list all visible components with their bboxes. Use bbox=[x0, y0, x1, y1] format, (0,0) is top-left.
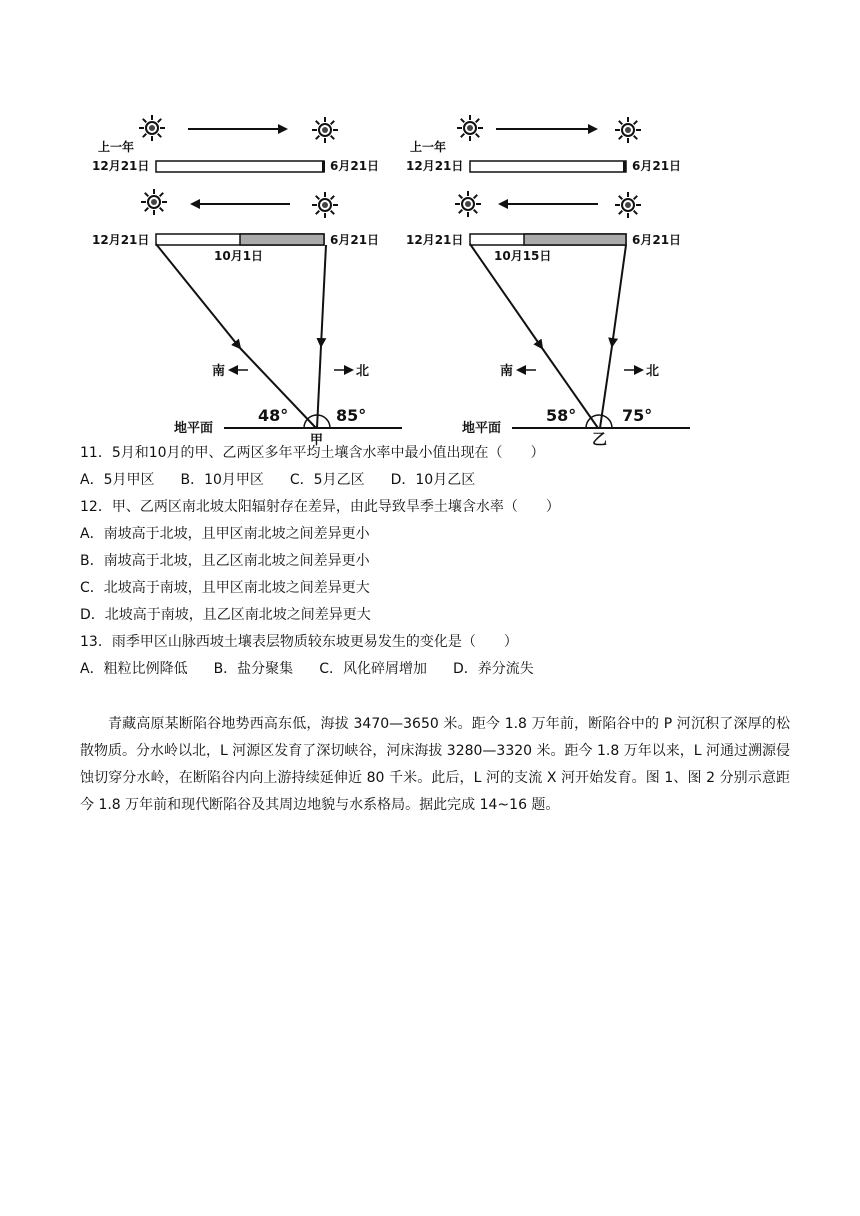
year-bar-prev bbox=[156, 161, 324, 172]
angle-north: 85° bbox=[336, 406, 367, 425]
option-d: D．北坡高于南坡，且乙区南北坡之间差异更大 bbox=[80, 607, 371, 623]
dec21-label-top: 12月21日 bbox=[406, 159, 464, 173]
question-12-stem: 12．甲、乙两区南北坡太阳辐射存在差异，由此导致旱季土壤含水率（ ） bbox=[80, 499, 560, 515]
north-label: 北 bbox=[646, 364, 660, 379]
option-b: B．10月甲区 bbox=[180, 472, 264, 488]
sun-icon bbox=[615, 192, 641, 218]
year-bar-prev bbox=[470, 161, 626, 172]
sun-icon bbox=[312, 117, 338, 143]
option-d: D．养分流失 bbox=[452, 661, 534, 677]
ground-label: 地平面 bbox=[174, 421, 214, 436]
option-a: A．粗粒比例降低 bbox=[80, 661, 188, 677]
sun-icon bbox=[457, 115, 483, 141]
option-c: C．北坡高于南坡，且甲区南北坡之间差异更大 bbox=[80, 580, 370, 596]
jun21-label-bottom: 6月21日 bbox=[330, 233, 380, 247]
option-c: C．风化碎屑增加 bbox=[319, 661, 427, 677]
station-label: 甲 bbox=[310, 433, 324, 448]
angle-south: 48° bbox=[258, 406, 289, 425]
diagram-yi-svg bbox=[400, 108, 700, 448]
mid-date-label: 10月1日 bbox=[214, 249, 264, 263]
angle-south: 58° bbox=[546, 406, 577, 425]
jun21-label-top: 6月21日 bbox=[632, 159, 682, 173]
shaded-period bbox=[524, 234, 626, 245]
dec21-label-bottom: 12月21日 bbox=[406, 233, 464, 247]
station-label: 乙 bbox=[592, 430, 608, 448]
dec21-label-bottom: 12月21日 bbox=[92, 233, 150, 247]
sun-icon bbox=[141, 189, 167, 215]
sun-path-diagram-yi bbox=[400, 108, 700, 448]
option-b: B．盐分聚集 bbox=[213, 661, 294, 677]
diagram-jia-svg bbox=[90, 108, 390, 448]
jun21-label-top: 6月21日 bbox=[330, 159, 380, 173]
angle-north: 75° bbox=[622, 406, 653, 425]
option-b: B．南坡高于北坡，且乙区南北坡之间差异更小 bbox=[80, 553, 370, 569]
dec21-label-top: 12月21日 bbox=[92, 159, 150, 173]
sun-icon bbox=[615, 117, 641, 143]
question-11-stem: 11．5月和10月的甲、乙两区多年平均土壤含水率中最小值出现在（ ） bbox=[80, 445, 545, 461]
sun-icon bbox=[312, 192, 338, 218]
question-13-options bbox=[80, 656, 800, 683]
ground-label: 地平面 bbox=[462, 421, 502, 436]
question-11-options bbox=[80, 467, 800, 494]
south-label: 南 bbox=[212, 364, 226, 379]
passage-paragraph: 青藏高原某断陷谷地势西高东低，海拔 3470—3650 米。距今 1.8 万年前，断陷谷中的 P 河沉积了深厚的松散物质。分水岭以北，L 河源区发育了深切峡谷，河床海拔 3280—3320 米。距今 1.8 万年以来，L 河通过溯源侵蚀切穿分水岭，在断陷谷内向上游持续延伸近 80 千米。此后，L 河的支流 X 河开始发育。图 1、图 2 分别示意距今 1.8 万年前和现代断陷谷及其周边地貌与水系格局。据此完成 14~16 题。 bbox=[80, 716, 790, 813]
mid-date-label: 10月15日 bbox=[494, 249, 552, 263]
prev-year-label: 上一年 bbox=[410, 140, 447, 154]
north-label: 北 bbox=[356, 364, 370, 379]
question-list bbox=[80, 440, 800, 683]
option-a: A．南坡高于北坡，且甲区南北坡之间差异更小 bbox=[80, 526, 370, 542]
question-13-stem: 13．雨季甲区山脉西坡土壤表层物质较东坡更易发生的变化是（ ） bbox=[80, 634, 518, 650]
option-a: A．5月甲区 bbox=[80, 472, 155, 488]
south-label: 南 bbox=[500, 364, 514, 379]
option-d: D．10月乙区 bbox=[390, 472, 476, 488]
option-c: C．5月乙区 bbox=[289, 472, 365, 488]
jun21-label-bottom: 6月21日 bbox=[632, 233, 682, 247]
sun-path-diagram-jia bbox=[90, 108, 390, 448]
shaded-period bbox=[240, 234, 324, 245]
sun-icon bbox=[455, 191, 481, 217]
prev-year-label: 上一年 bbox=[98, 140, 135, 154]
sun-icon bbox=[139, 115, 165, 141]
